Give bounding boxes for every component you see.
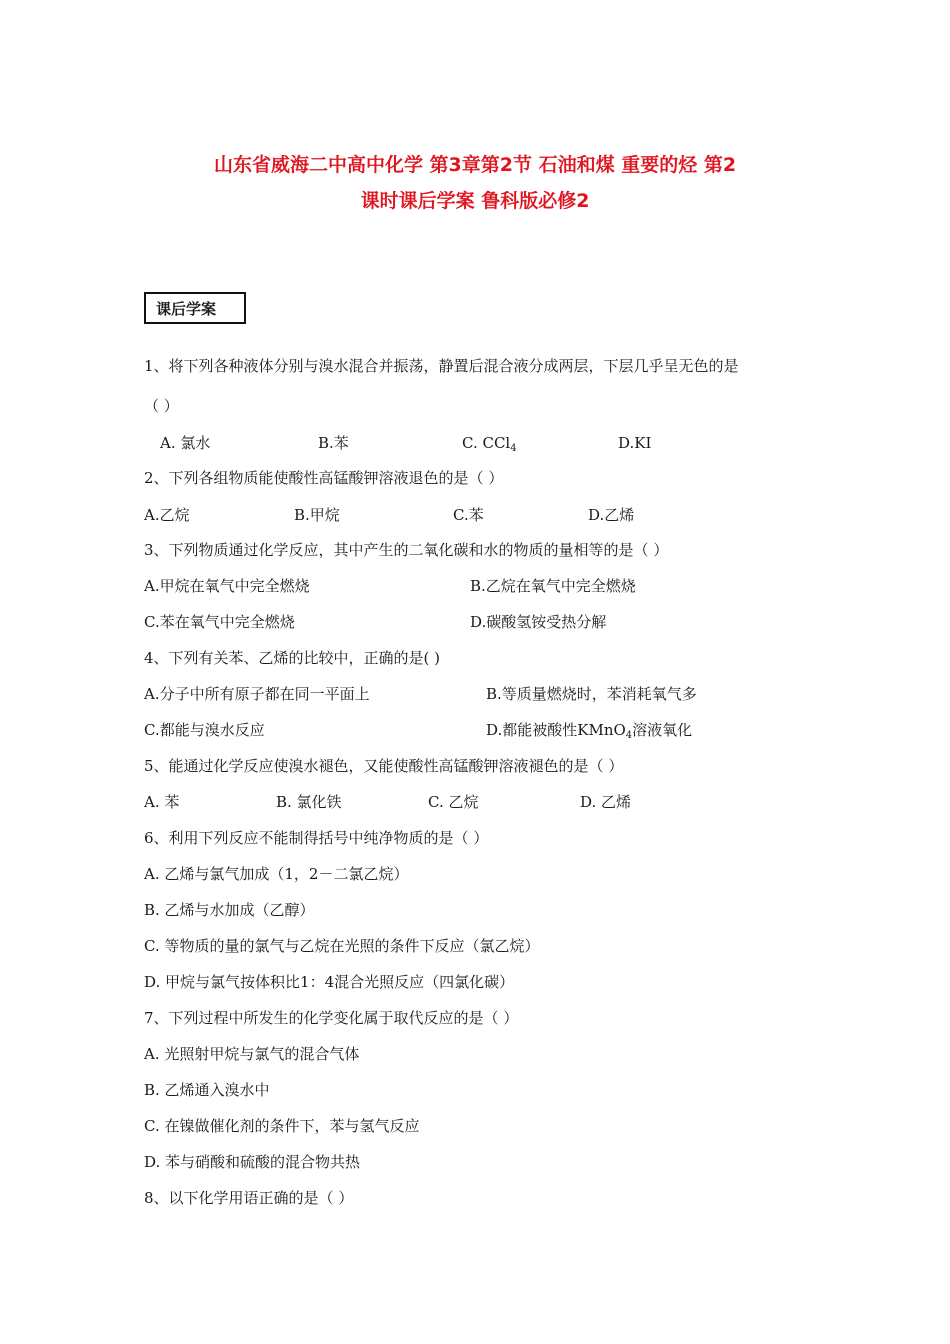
question-4-option-d-subscript: 4 — [625, 730, 633, 741]
question-6-option-b: B. 乙烯与水加成（乙醇） — [144, 901, 315, 919]
question-5-option-c: C. 乙烷 — [428, 793, 479, 811]
question-1-option-d: D.KI — [618, 434, 652, 452]
section-label: 课后学案 — [156, 299, 217, 318]
question-2-option-c: C.苯 — [453, 506, 484, 524]
question-4-stem: 4、下列有关苯、乙烯的比较中，正确的是( ) — [144, 649, 441, 667]
question-3-option-d: D.碳酸氢铵受热分解 — [470, 613, 607, 631]
question-6-option-d: D. 甲烷与氯气按体积比1：4混合光照反应（四氯化碳） — [144, 973, 515, 991]
question-1-option-c — [462, 433, 517, 459]
question-4-option-d-tail: 溶液氧化 — [632, 721, 693, 739]
question-1-option-c-text: C. CCl — [462, 434, 511, 452]
question-2-stem: 2、下列各组物质能使酸性高锰酸钾溶液退色的是（ ） — [144, 469, 504, 487]
question-2-option-d: D.乙烯 — [588, 506, 635, 524]
question-7-option-b: B. 乙烯通入溴水中 — [144, 1081, 270, 1099]
question-5-option-a: A. 苯 — [144, 793, 180, 811]
question-2-option-a: A.乙烷 — [144, 506, 190, 524]
question-1-option-a: A. 氯水 — [160, 434, 211, 452]
question-1-option-b: B.苯 — [318, 434, 349, 452]
question-2-option-b: B.甲烷 — [294, 506, 340, 524]
question-7-option-a: A. 光照射甲烷与氯气的混合气体 — [144, 1045, 360, 1063]
question-5-stem: 5、能通过化学反应使溴水褪色，又能使酸性高锰酸钾溶液褪色的是（ ） — [144, 757, 624, 775]
question-4-option-d — [486, 720, 692, 746]
question-4-option-a: A.分子中所有原子都在同一平面上 — [144, 685, 370, 703]
question-1-stem-cont: （ ） — [144, 397, 179, 415]
question-4-option-b: B.等质量燃烧时，苯消耗氧气多 — [486, 685, 697, 703]
question-6-option-a: A. 乙烯与氯气加成（1，2－二氯乙烷） — [144, 865, 409, 883]
question-6-stem: 6、利用下列反应不能制得括号中纯净物质的是（ ） — [144, 829, 489, 847]
question-1-option-c-subscript: 4 — [510, 443, 517, 454]
question-7-stem: 7、下列过程中所发生的化学变化属于取代反应的是（ ） — [144, 1009, 519, 1027]
question-5-option-b: B. 氯化铁 — [276, 793, 342, 811]
question-5-option-d: D. 乙烯 — [580, 793, 632, 811]
question-4-option-d-text: D.都能被酸性KMnO — [486, 721, 626, 739]
question-3-option-b: B.乙烷在氧气中完全燃烧 — [470, 577, 636, 595]
document-title-line-1: 山东省威海二中高中化学 第3章第2节 石油和煤 重要的烃 第2 — [213, 154, 737, 176]
question-4-option-c: C.都能与溴水反应 — [144, 721, 265, 739]
question-6-option-c: C. 等物质的量的氯气与乙烷在光照的条件下反应（氯乙烷） — [144, 937, 540, 955]
document-title-line-2: 课时课后学案 鲁科版必修2 — [360, 190, 590, 212]
question-8-stem: 8、以下化学用语正确的是（ ） — [144, 1189, 354, 1207]
question-3-option-c: C.苯在氧气中完全燃烧 — [144, 613, 295, 631]
question-7-option-c: C. 在镍做催化剂的条件下，苯与氢气反应 — [144, 1117, 420, 1135]
question-1-stem: 1、将下列各种液体分别与溴水混合并振荡，静置后混合液分成两层，下层几乎呈无色的是 — [144, 357, 739, 375]
question-3-option-a: A.甲烷在氧气中完全燃烧 — [144, 577, 310, 595]
question-7-option-d: D. 苯与硝酸和硫酸的混合物共热 — [144, 1153, 361, 1171]
section-label-box — [144, 292, 246, 324]
question-3-stem: 3、下列物质通过化学反应，其中产生的二氧化碳和水的物质的量相等的是（ ） — [144, 541, 669, 559]
